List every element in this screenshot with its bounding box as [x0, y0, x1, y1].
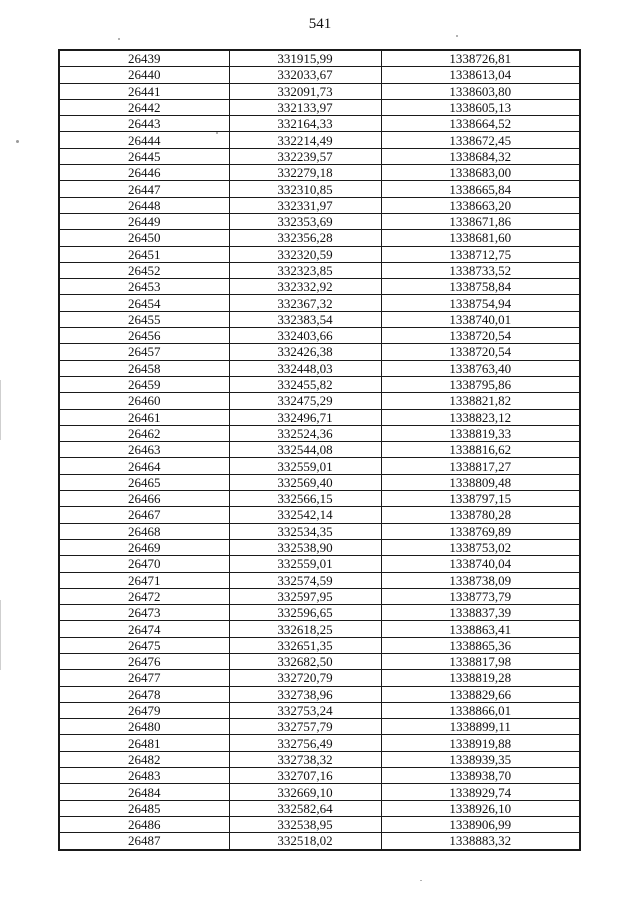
point-number-cell: 26461: [59, 409, 229, 425]
y-coordinate-cell: 1338758,84: [381, 279, 580, 295]
x-coordinate-cell: 332356,28: [229, 230, 381, 246]
point-number-cell: 26465: [59, 474, 229, 490]
table-row: [59, 116, 580, 132]
table-row: [59, 262, 580, 278]
y-coordinate-cell: 1338754,94: [381, 295, 580, 311]
table-row: [59, 67, 580, 83]
table-row: [59, 556, 580, 572]
table-row: [59, 491, 580, 507]
point-number-cell: 26477: [59, 670, 229, 686]
y-coordinate-cell: 1338733,52: [381, 262, 580, 278]
y-coordinate-cell: 1338823,12: [381, 409, 580, 425]
x-coordinate-cell: 332091,73: [229, 83, 381, 99]
point-number-cell: 26464: [59, 458, 229, 474]
y-coordinate-cell: 1338819,28: [381, 670, 580, 686]
table-row: [59, 148, 580, 164]
y-coordinate-cell: 1338603,80: [381, 83, 580, 99]
y-coordinate-cell: 1338665,84: [381, 181, 580, 197]
point-number-cell: 26467: [59, 507, 229, 523]
point-number-cell: 26470: [59, 556, 229, 572]
y-coordinate-cell: 1338663,20: [381, 197, 580, 213]
point-number-cell: 26451: [59, 246, 229, 262]
point-number-cell: 26463: [59, 442, 229, 458]
x-coordinate-cell: 332753,24: [229, 702, 381, 718]
y-coordinate-cell: 1338906,99: [381, 816, 580, 832]
point-number-cell: 26486: [59, 816, 229, 832]
x-coordinate-cell: 332214,49: [229, 132, 381, 148]
y-coordinate-cell: 1338899,11: [381, 719, 580, 735]
y-coordinate-cell: 1338816,62: [381, 442, 580, 458]
x-coordinate-cell: 332569,40: [229, 474, 381, 490]
y-coordinate-cell: 1338819,33: [381, 425, 580, 441]
scan-edge-mark: [0, 380, 1, 440]
point-number-cell: 26450: [59, 230, 229, 246]
table-row: [59, 279, 580, 295]
point-number-cell: 26455: [59, 311, 229, 327]
y-coordinate-cell: 1338613,04: [381, 67, 580, 83]
x-coordinate-cell: 332544,08: [229, 442, 381, 458]
y-coordinate-cell: 1338865,36: [381, 637, 580, 653]
x-coordinate-cell: 332534,35: [229, 523, 381, 539]
scan-speck: [16, 140, 19, 143]
y-coordinate-cell: 1338671,86: [381, 213, 580, 229]
point-number-cell: 26443: [59, 116, 229, 132]
y-coordinate-cell: 1338797,15: [381, 491, 580, 507]
point-number-cell: 26457: [59, 344, 229, 360]
table-row: [59, 751, 580, 767]
table-row: [59, 702, 580, 718]
table-row: [59, 376, 580, 392]
point-number-cell: 26454: [59, 295, 229, 311]
x-coordinate-cell: 332559,01: [229, 458, 381, 474]
point-number-cell: 26469: [59, 539, 229, 555]
table-row: [59, 523, 580, 539]
x-coordinate-cell: 332279,18: [229, 165, 381, 181]
table-row: [59, 295, 580, 311]
table-row: [59, 458, 580, 474]
y-coordinate-cell: 1338712,75: [381, 246, 580, 262]
point-number-cell: 26468: [59, 523, 229, 539]
y-coordinate-cell: 1338773,79: [381, 588, 580, 604]
x-coordinate-cell: 332538,90: [229, 539, 381, 555]
point-number-cell: 26485: [59, 800, 229, 816]
y-coordinate-cell: 1338863,41: [381, 621, 580, 637]
point-number-cell: 26459: [59, 376, 229, 392]
point-number-cell: 26474: [59, 621, 229, 637]
table-row: [59, 83, 580, 99]
x-coordinate-cell: 332133,97: [229, 99, 381, 115]
y-coordinate-cell: 1338926,10: [381, 800, 580, 816]
x-coordinate-cell: 332574,59: [229, 572, 381, 588]
x-coordinate-cell: 332164,33: [229, 116, 381, 132]
point-number-cell: 26466: [59, 491, 229, 507]
y-coordinate-cell: 1338883,32: [381, 833, 580, 850]
y-coordinate-cell: 1338664,52: [381, 116, 580, 132]
y-coordinate-cell: 1338720,54: [381, 328, 580, 344]
y-coordinate-cell: 1338726,81: [381, 50, 580, 67]
x-coordinate-cell: 332383,54: [229, 311, 381, 327]
x-coordinate-cell: 332597,95: [229, 588, 381, 604]
point-number-cell: 26478: [59, 686, 229, 702]
table-row: [59, 784, 580, 800]
table-row: [59, 816, 580, 832]
table-row: [59, 181, 580, 197]
y-coordinate-cell: 1338829,66: [381, 686, 580, 702]
point-number-cell: 26475: [59, 637, 229, 653]
point-number-cell: 26439: [59, 50, 229, 67]
point-number-cell: 26458: [59, 360, 229, 376]
x-coordinate-cell: 332651,35: [229, 637, 381, 653]
x-coordinate-cell: 332455,82: [229, 376, 381, 392]
table-row: [59, 165, 580, 181]
table-row: [59, 653, 580, 669]
table-row: [59, 393, 580, 409]
point-number-cell: 26449: [59, 213, 229, 229]
y-coordinate-cell: 1338939,35: [381, 751, 580, 767]
y-coordinate-cell: 1338919,88: [381, 735, 580, 751]
y-coordinate-cell: 1338821,82: [381, 393, 580, 409]
x-coordinate-cell: 331915,99: [229, 50, 381, 67]
y-coordinate-cell: 1338753,02: [381, 539, 580, 555]
y-coordinate-cell: 1338866,01: [381, 702, 580, 718]
x-coordinate-cell: 332582,64: [229, 800, 381, 816]
table-row: [59, 328, 580, 344]
x-coordinate-cell: 332707,16: [229, 768, 381, 784]
y-coordinate-cell: 1338763,40: [381, 360, 580, 376]
point-number-cell: 26460: [59, 393, 229, 409]
point-number-cell: 26448: [59, 197, 229, 213]
table-row: [59, 605, 580, 621]
table-row: [59, 572, 580, 588]
table-row: [59, 768, 580, 784]
point-number-cell: 26440: [59, 67, 229, 83]
x-coordinate-cell: 332596,65: [229, 605, 381, 621]
table-row: [59, 230, 580, 246]
scan-speck: [118, 38, 120, 40]
table-row: [59, 425, 580, 441]
point-number-cell: 26442: [59, 99, 229, 115]
x-coordinate-cell: 332757,79: [229, 719, 381, 735]
x-coordinate-cell: 332332,92: [229, 279, 381, 295]
point-number-cell: 26447: [59, 181, 229, 197]
x-coordinate-cell: 332475,29: [229, 393, 381, 409]
table-row: [59, 686, 580, 702]
y-coordinate-cell: 1338780,28: [381, 507, 580, 523]
x-coordinate-cell: 332756,49: [229, 735, 381, 751]
x-coordinate-cell: 332353,69: [229, 213, 381, 229]
point-number-cell: 26484: [59, 784, 229, 800]
x-coordinate-cell: 332323,85: [229, 262, 381, 278]
table-row: [59, 409, 580, 425]
x-coordinate-cell: 332720,79: [229, 670, 381, 686]
table-row: [59, 735, 580, 751]
table-row: [59, 507, 580, 523]
table-row: [59, 99, 580, 115]
point-number-cell: 26483: [59, 768, 229, 784]
table-row: [59, 311, 580, 327]
y-coordinate-cell: 1338684,32: [381, 148, 580, 164]
x-coordinate-cell: 332542,14: [229, 507, 381, 523]
x-coordinate-cell: 332738,96: [229, 686, 381, 702]
table-row: [59, 213, 580, 229]
table-row: [59, 344, 580, 360]
y-coordinate-cell: 1338740,01: [381, 311, 580, 327]
scan-speck: [420, 880, 422, 881]
table-row: [59, 50, 580, 67]
y-coordinate-cell: 1338929,74: [381, 784, 580, 800]
x-coordinate-cell: 332682,50: [229, 653, 381, 669]
point-number-cell: 26445: [59, 148, 229, 164]
table-row: [59, 800, 580, 816]
point-number-cell: 26446: [59, 165, 229, 181]
point-number-cell: 26456: [59, 328, 229, 344]
point-number-cell: 26441: [59, 83, 229, 99]
y-coordinate-cell: 1338769,89: [381, 523, 580, 539]
point-number-cell: 26452: [59, 262, 229, 278]
x-coordinate-cell: 332518,02: [229, 833, 381, 850]
table-row: [59, 719, 580, 735]
x-coordinate-cell: 332496,71: [229, 409, 381, 425]
x-coordinate-cell: 332538,95: [229, 816, 381, 832]
x-coordinate-cell: 332310,85: [229, 181, 381, 197]
table-row: [59, 588, 580, 604]
table-row: [59, 132, 580, 148]
y-coordinate-cell: 1338683,00: [381, 165, 580, 181]
x-coordinate-cell: 332367,32: [229, 295, 381, 311]
y-coordinate-cell: 1338837,39: [381, 605, 580, 621]
x-coordinate-cell: 332320,59: [229, 246, 381, 262]
x-coordinate-cell: 332738,32: [229, 751, 381, 767]
page-number: 541: [308, 16, 332, 32]
coordinates-table: [58, 49, 581, 851]
y-coordinate-cell: 1338720,54: [381, 344, 580, 360]
y-coordinate-cell: 1338740,04: [381, 556, 580, 572]
y-coordinate-cell: 1338795,86: [381, 376, 580, 392]
y-coordinate-cell: 1338938,70: [381, 768, 580, 784]
x-coordinate-cell: 332239,57: [229, 148, 381, 164]
point-number-cell: 26462: [59, 425, 229, 441]
point-number-cell: 26476: [59, 653, 229, 669]
point-number-cell: 26471: [59, 572, 229, 588]
table-row: [59, 246, 580, 262]
y-coordinate-cell: 1338817,27: [381, 458, 580, 474]
x-coordinate-cell: 332559,01: [229, 556, 381, 572]
x-coordinate-cell: 332403,66: [229, 328, 381, 344]
point-number-cell: 26487: [59, 833, 229, 850]
point-number-cell: 26444: [59, 132, 229, 148]
table-row: [59, 474, 580, 490]
point-number-cell: 26473: [59, 605, 229, 621]
point-number-cell: 26453: [59, 279, 229, 295]
scan-edge-mark: [0, 600, 1, 670]
point-number-cell: 26482: [59, 751, 229, 767]
x-coordinate-cell: 332566,15: [229, 491, 381, 507]
table-row: [59, 637, 580, 653]
table-row: [59, 621, 580, 637]
scan-speck: [456, 35, 458, 37]
table-row: [59, 197, 580, 213]
y-coordinate-cell: 1338738,09: [381, 572, 580, 588]
x-coordinate-cell: 332033,67: [229, 67, 381, 83]
y-coordinate-cell: 1338681,60: [381, 230, 580, 246]
y-coordinate-cell: 1338672,45: [381, 132, 580, 148]
x-coordinate-cell: 332524,36: [229, 425, 381, 441]
y-coordinate-cell: 1338605,13: [381, 99, 580, 115]
point-number-cell: 26472: [59, 588, 229, 604]
x-coordinate-cell: 332331,97: [229, 197, 381, 213]
point-number-cell: 26480: [59, 719, 229, 735]
y-coordinate-cell: 1338809,48: [381, 474, 580, 490]
table-row: [59, 360, 580, 376]
x-coordinate-cell: 332669,10: [229, 784, 381, 800]
table-row: [59, 539, 580, 555]
table-row: [59, 833, 580, 850]
x-coordinate-cell: 332426,38: [229, 344, 381, 360]
point-number-cell: 26479: [59, 702, 229, 718]
x-coordinate-cell: 332618,25: [229, 621, 381, 637]
table-row: [59, 670, 580, 686]
point-number-cell: 26481: [59, 735, 229, 751]
x-coordinate-cell: 332448,03: [229, 360, 381, 376]
table-row: [59, 442, 580, 458]
y-coordinate-cell: 1338817,98: [381, 653, 580, 669]
coordinates-table-body: [59, 50, 580, 850]
